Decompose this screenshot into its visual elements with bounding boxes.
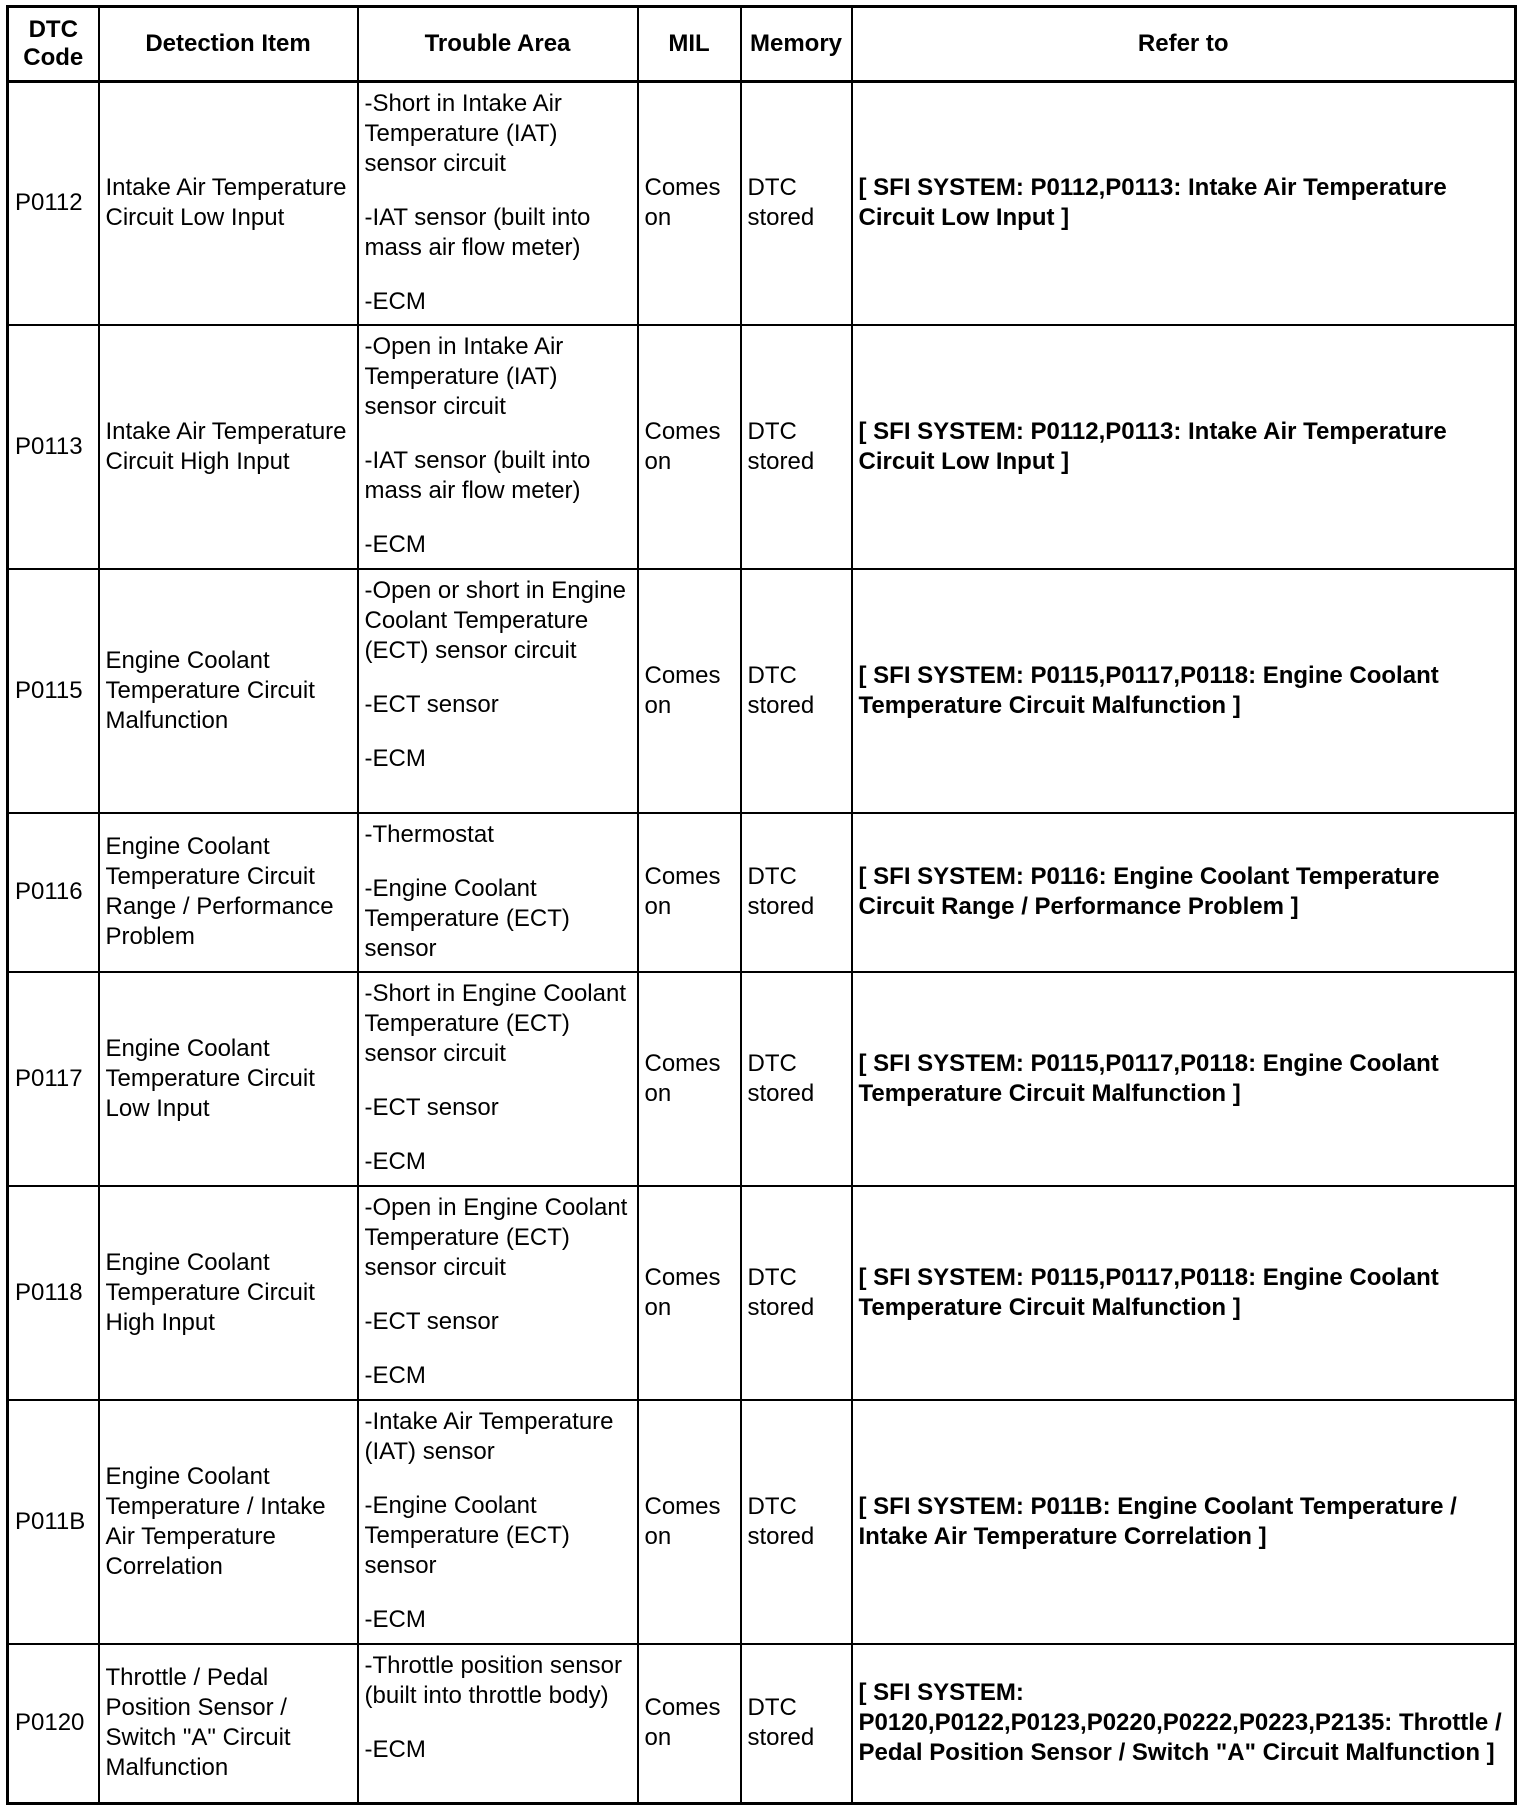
trouble-area-line: -ECM: [364, 530, 426, 558]
trouble-area-line: -IAT sensor (built into mass air flow meter): [364, 446, 591, 504]
table-row: [8, 1644, 1516, 1804]
trouble-area-line: -ECM: [364, 1735, 426, 1763]
header-detection-item: Detection Item: [99, 7, 358, 82]
table-row: [8, 569, 1516, 813]
detection-item-cell: Engine Coolant Temperature Circuit Low Input: [99, 972, 358, 1186]
trouble-area-cell: [358, 325, 638, 569]
header-mil: MIL: [638, 7, 741, 82]
refer-to-link[interactable]: [ SFI SYSTEM: P0115,P0117,P0118: Engine Coolant Temperature Circuit Malfunction ]: [852, 1186, 1516, 1400]
trouble-area-line: -Open or short in Engine Coolant Temperature (ECT) sensor circuit: [364, 576, 626, 664]
refer-to-link[interactable]: [ SFI SYSTEM: P011B: Engine Coolant Temperature / Intake Air Temperature Correlation ]: [852, 1400, 1516, 1644]
refer-to-link[interactable]: [ SFI SYSTEM: P0115,P0117,P0118: Engine Coolant Temperature Circuit Malfunction ]: [852, 569, 1516, 813]
memory-cell: DTC stored: [741, 813, 852, 972]
trouble-area-line: -Short in Engine Coolant Temperature (ECT) sensor circuit: [364, 979, 626, 1067]
dtc-code-cell: P0115: [8, 569, 99, 813]
trouble-area-line: -ECT sensor: [364, 1093, 499, 1121]
header-memory: Memory: [741, 7, 852, 82]
trouble-area-line: -ECM: [364, 744, 426, 772]
trouble-area-line: -Short in Intake Air Temperature (IAT) sensor circuit: [364, 90, 562, 177]
header-refer-to: Refer to: [852, 7, 1516, 82]
memory-cell: DTC stored: [741, 569, 852, 813]
header-trouble-area: Trouble Area: [358, 7, 638, 82]
trouble-area-cell: [358, 813, 638, 972]
detection-item-cell: Engine Coolant Temperature Circuit Malfunction: [99, 569, 358, 813]
trouble-area-cell: [358, 1186, 638, 1400]
trouble-area-cell: [358, 1400, 638, 1644]
dtc-code-cell: P011B: [8, 1400, 99, 1644]
table-row: [8, 82, 1516, 325]
table-row: [8, 972, 1516, 1186]
trouble-area-line: -Throttle position sensor (built into throttle body): [364, 1651, 622, 1709]
dtc-code-cell: P0118: [8, 1186, 99, 1400]
mil-cell: Comes on: [638, 82, 741, 325]
refer-to-link[interactable]: [ SFI SYSTEM: P0112,P0113: Intake Air Temperature Circuit Low Input ]: [852, 325, 1516, 569]
mil-cell: Comes on: [638, 325, 741, 569]
refer-to-link[interactable]: [ SFI SYSTEM: P0116: Engine Coolant Temperature Circuit Range / Performance Problem ]: [852, 813, 1516, 972]
refer-to-link[interactable]: [ SFI SYSTEM: P0112,P0113: Intake Air Temperature Circuit Low Input ]: [852, 82, 1516, 325]
trouble-area-line: -Open in Intake Air Temperature (IAT) sensor circuit: [364, 332, 564, 420]
dtc-code-cell: P0113: [8, 325, 99, 569]
detection-item-cell: Throttle / Pedal Position Sensor / Switch "A" Circuit Malfunction: [99, 1644, 358, 1804]
trouble-area-cell: [358, 569, 638, 813]
header-row: [8, 7, 1516, 82]
memory-cell: DTC stored: [741, 972, 852, 1186]
trouble-area-line: -ECT sensor: [364, 1307, 499, 1335]
trouble-area-line: -Thermostat: [364, 820, 494, 848]
trouble-area-line: -ECM: [364, 1361, 426, 1389]
table-row: [8, 1186, 1516, 1400]
memory-cell: DTC stored: [741, 1400, 852, 1644]
memory-cell: DTC stored: [741, 82, 852, 325]
dtc-code-cell: P0120: [8, 1644, 99, 1804]
trouble-area-line: -ECM: [364, 288, 426, 315]
trouble-area-line: -Engine Coolant Temperature (ECT) sensor: [364, 1491, 570, 1579]
mil-cell: Comes on: [638, 1644, 741, 1804]
mil-cell: Comes on: [638, 972, 741, 1186]
mil-cell: Comes on: [638, 1186, 741, 1400]
trouble-area-cell: [358, 1644, 638, 1804]
mil-cell: Comes on: [638, 1400, 741, 1644]
memory-cell: DTC stored: [741, 325, 852, 569]
table-row: [8, 813, 1516, 972]
header-dtc-code: DTC Code: [8, 7, 99, 82]
mil-cell: Comes on: [638, 813, 741, 972]
memory-cell: DTC stored: [741, 1644, 852, 1804]
dtc-code-cell: P0117: [8, 972, 99, 1186]
trouble-area-line: -ECM: [364, 1147, 426, 1175]
table-row: [8, 325, 1516, 569]
refer-to-link[interactable]: [ SFI SYSTEM: P0115,P0117,P0118: Engine Coolant Temperature Circuit Malfunction ]: [852, 972, 1516, 1186]
trouble-area-cell: [358, 82, 638, 325]
detection-item-cell: Intake Air Temperature Circuit Low Input: [99, 82, 358, 325]
trouble-area-line: -Intake Air Temperature (IAT) sensor: [364, 1407, 614, 1465]
trouble-area-line: -Engine Coolant Temperature (ECT) sensor: [364, 874, 570, 962]
dtc-code-cell: P0112: [8, 82, 99, 325]
memory-cell: DTC stored: [741, 1186, 852, 1400]
detection-item-cell: Engine Coolant Temperature Circuit Range / Performance Problem: [99, 813, 358, 972]
dtc-table: [6, 5, 1517, 1805]
trouble-area-line: -Open in Engine Coolant Temperature (ECT) sensor circuit: [364, 1193, 628, 1281]
dtc-code-cell: P0116: [8, 813, 99, 972]
detection-item-cell: Intake Air Temperature Circuit High Input: [99, 325, 358, 569]
refer-to-link[interactable]: [ SFI SYSTEM: P0120,P0122,P0123,P0220,P0222,P0223,P2135: Throttle / Pedal Position Sensor / Switch "A" Circuit Malfunction ]: [852, 1644, 1516, 1804]
table-row: [8, 1400, 1516, 1644]
trouble-area-line: -ECT sensor: [364, 690, 499, 718]
detection-item-cell: Engine Coolant Temperature / Intake Air Temperature Correlation: [99, 1400, 358, 1644]
trouble-area-line: -IAT sensor (built into mass air flow meter): [364, 204, 591, 261]
trouble-area-line: -ECM: [364, 1605, 426, 1633]
mil-cell: Comes on: [638, 569, 741, 813]
detection-item-cell: Engine Coolant Temperature Circuit High Input: [99, 1186, 358, 1400]
trouble-area-cell: [358, 972, 638, 1186]
